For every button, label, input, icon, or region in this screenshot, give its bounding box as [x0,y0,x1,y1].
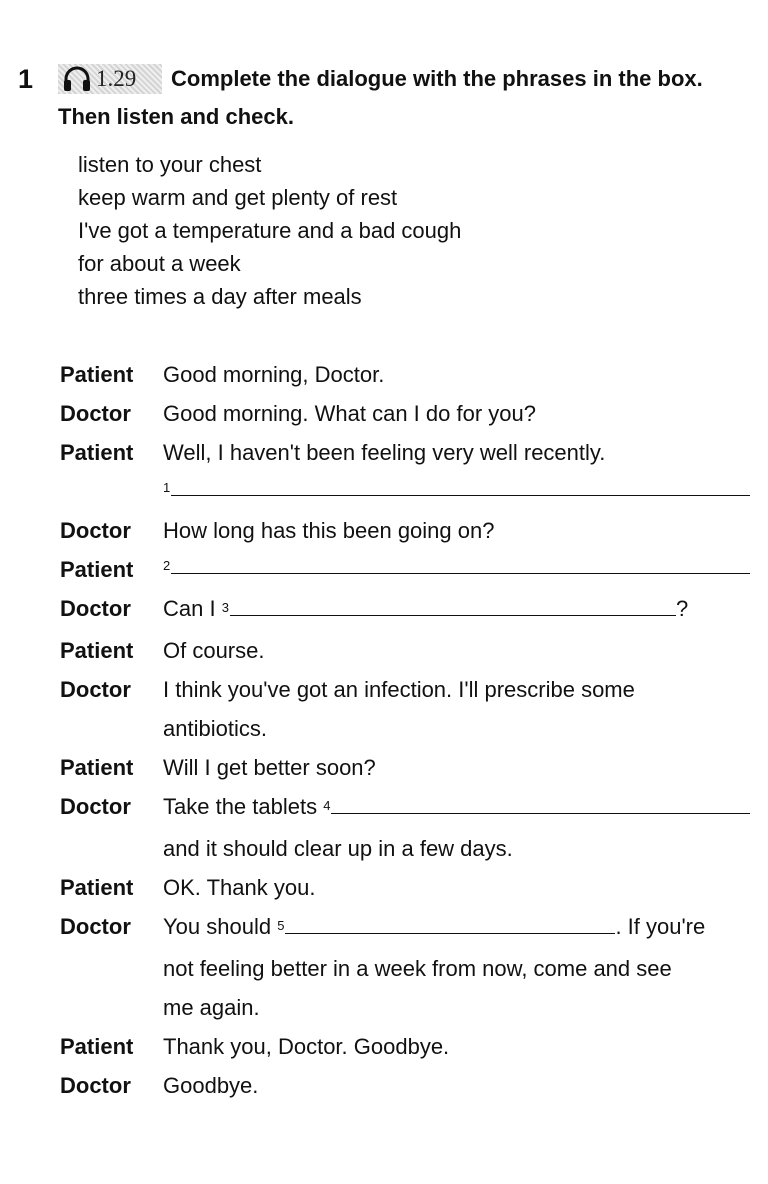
answer-blank-1[interactable] [171,473,750,496]
dialogue-text: . If you're [615,914,706,939]
instruction: Complete the dialogue with the phrases in the box. Then listen and check. [58,66,703,129]
dialogue-line: me again. [163,995,260,1020]
dialogue-row [60,787,750,868]
dialogue-line: antibiotics. [163,716,267,741]
dialogue-line: Will I get better soon? [163,755,376,780]
gap-number: 2 [163,558,171,573]
dialogue-line: and it should clear up in a few days. [163,836,513,861]
phrase-item: keep warm and get plenty of rest [78,185,398,210]
dialogue-row [60,355,750,394]
phrase-item: for about a week [78,251,241,276]
gap-number: 3 [221,600,229,615]
dialogue-line: How long has this been going on? [163,518,495,543]
exercise-number: 1 [18,64,34,94]
answer-blank-5[interactable] [285,911,615,934]
dialogue-line: Well, I haven't been feeling very well recently. [163,440,606,465]
dialogue-row [60,394,750,433]
dialogue-row [60,511,750,550]
speaker-label: Patient [60,557,134,582]
dialogue-text: Take the tablets [163,794,318,819]
dialogue-line: Of course. [163,638,265,663]
phrase-item: I've got a temperature and a bad cough [78,218,462,243]
dialogue-line: Thank you, Doctor. Goodbye. [163,1034,450,1059]
dialogue-row [60,550,750,589]
dialogue-text: You should [163,914,272,939]
answer-blank-3[interactable] [230,593,676,616]
speaker-label: Patient [60,440,134,465]
answer-blank-4[interactable] [331,791,750,814]
dialogue-line: OK. Thank you. [163,875,316,900]
dialogue-line: Good morning, Doctor. [163,362,385,387]
dialogue-row [60,1066,750,1105]
speaker-label: Doctor [60,401,131,426]
gap-number: 5 [277,918,285,933]
dialogue-row [60,631,750,670]
dialogue-row [60,748,750,787]
gap-number: 4 [323,798,331,813]
speaker-label: Doctor [60,596,131,621]
speaker-label: Patient [60,638,134,663]
dialogue-line: not feeling better in a week from now, come and see [163,956,672,981]
speaker-label: Doctor [60,518,131,543]
answer-blank-2[interactable] [171,551,750,574]
phrase-box [78,148,678,313]
gap-number: 1 [163,480,171,495]
dialogue [60,355,750,1105]
dialogue-text: ? [675,596,689,621]
speaker-label: Doctor [60,794,131,819]
speaker-label: Doctor [60,1073,131,1098]
dialogue-row [60,433,750,511]
speaker-label: Patient [60,755,134,780]
phrase-item: listen to your chest [78,152,262,177]
dialogue-row [60,670,750,748]
dialogue-line: Good morning. What can I do for you? [163,401,536,426]
dialogue-text: Can I [163,596,216,621]
speaker-label: Patient [60,1034,134,1059]
dialogue-row [60,907,750,1027]
speaker-label: Doctor [60,677,131,702]
speaker-label: Patient [60,875,134,900]
speaker-label: Patient [60,362,134,387]
phrase-item: three times a day after meals [78,284,362,309]
dialogue-row [60,589,750,631]
track-number: 1.29 [96,66,137,91]
dialogue-line: I think you've got an infection. I'll prescribe some [163,677,635,702]
speaker-label: Doctor [60,914,131,939]
dialogue-row [60,1027,750,1066]
dialogue-line: Goodbye. [163,1073,259,1098]
dialogue-row [60,868,750,907]
